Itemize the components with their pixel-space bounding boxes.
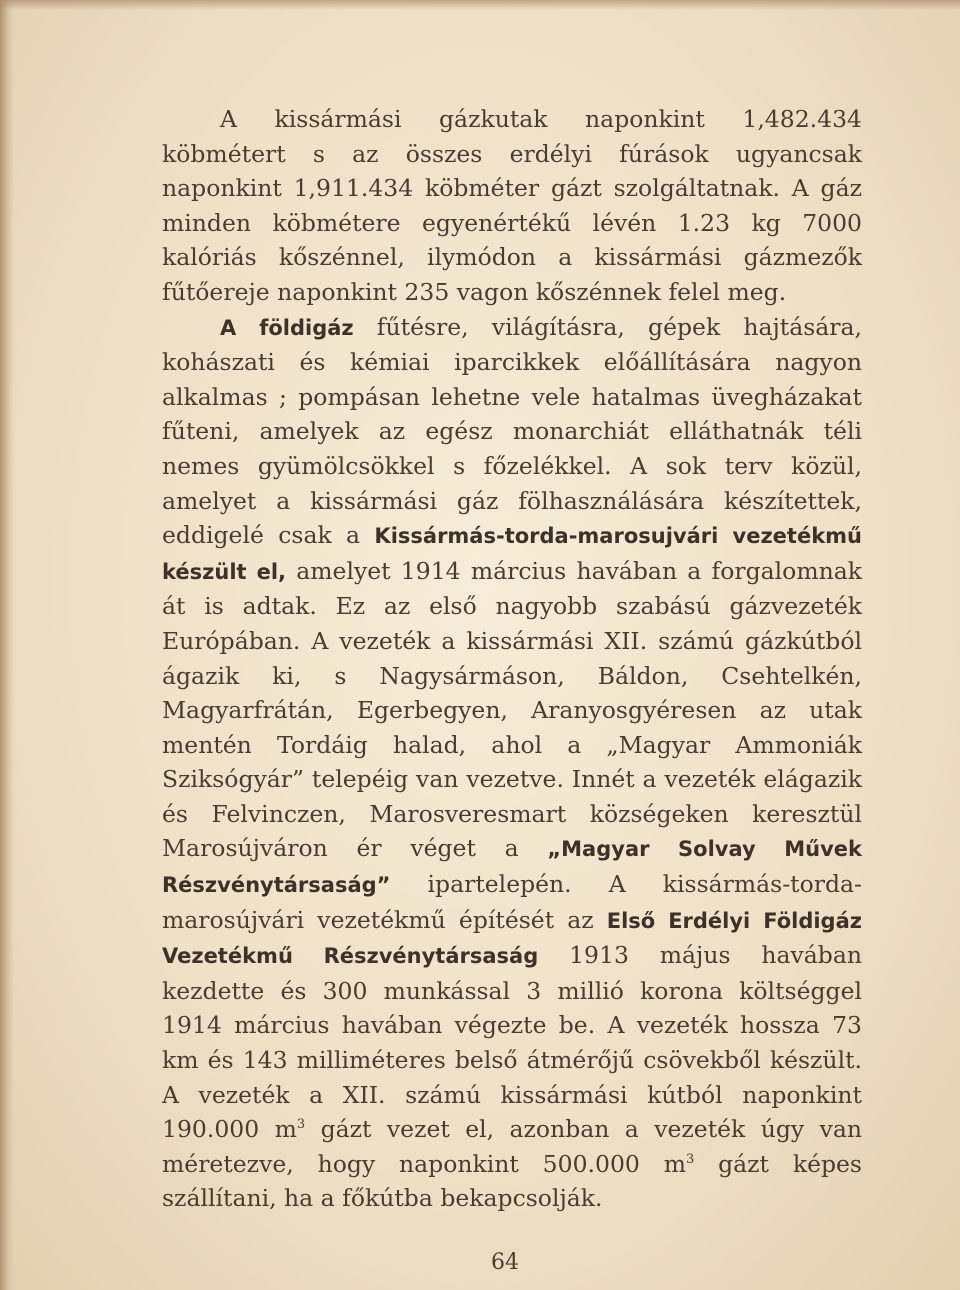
paragraph-1 — [162, 102, 862, 310]
page-number: 64 — [491, 1250, 519, 1275]
bold-term-vezetekmu: Kissármás-torda-marosujvári vezetékmű készült el, — [162, 524, 862, 584]
bold-term-company: Első Erdélyi Földigáz Vezetékmű Részvénytársaság — [162, 908, 862, 969]
body-text — [162, 102, 862, 1216]
paragraph-2 — [162, 310, 862, 1216]
bold-term-foldigaz: A földigáz — [220, 315, 354, 340]
bold-term-solvay: „Magyar Solvay Művek Részvénytársaság” — [162, 837, 862, 898]
superscript-cubic-2: 3 — [685, 1151, 695, 1167]
page-top-edge — [0, 0, 960, 10]
page-binding-edge — [0, 0, 14, 1290]
paragraph-2-text-6: gázt képes szállítani, ha a főkútba bekapcsolják. — [162, 1149, 862, 1213]
paragraph-2-text-2: amelyet 1914 március havában a forgalomnak át is adtak. Ez az első nagyobb szabású gázvezeték Európában. A vezeték a kissármási XII. számú gázkútból ágazik ki, s Nagysármáson, Báldon, Csehtelkén, Magyarfrátán, Egerbegyen, Aranyosgyéresen az utak mentén Tordáig halad, ahol a „Magyar Ammoniák Sziksógyár” telepéig van vezetve. Innét a vezeték elágazik és Felvinczen, Marosveresmart községeken keresztül Marosújváron ér véget a — [162, 556, 862, 863]
paragraph-2-text-4: 1913 május havában kezdette és 300 munkással 3 millió korona költséggel 1914 március havában végezte be. A vezeték hossza 73 km és 143 milliméteres belső átmérőjű csövekből készült. A vezeték a XII. számú kissármási kútból naponkint 190.000 m — [162, 941, 862, 1144]
paragraph-2-text-1: fűtésre, világításra, gépek hajtására, kohászati és kémiai iparcikkek előállítására nagyon alkalmas ; pompásan lehetne vele hatalmas üvegházakat fűteni, amelyek az egész monarchiát elláthatnák téli nemes gyümölcsökkel s főzelékkel. A sok terv közül, amelyet a kissármási gáz fölhasználására készítettek, eddigelé csak a — [162, 312, 862, 550]
superscript-cubic-1: 3 — [296, 1117, 306, 1133]
paragraph-2-text-3: ipartelepén. A kissármás-torda-marosújvári vezetékmű építését az — [162, 870, 862, 934]
paragraph-1-text: A kissármási gázkutak naponkint 1,482.434 köbmétert s az összes erdélyi fúrások ugyancsak naponkint 1,911.434 köbméter gázt szolgáltatnak. A gáz minden köbmétere egyenértékű lévén 1.23 kg 7000 kalóriás kőszénnel, ilymódon a kissármási gázmezők fűtőereje naponkint 235 vagon kőszénnek felel meg. — [162, 105, 862, 306]
paragraph-2-text-5: gázt vezet el, azonban a vezeték úgy van méretezve, hogy naponkint 500.000 m — [162, 1115, 863, 1178]
